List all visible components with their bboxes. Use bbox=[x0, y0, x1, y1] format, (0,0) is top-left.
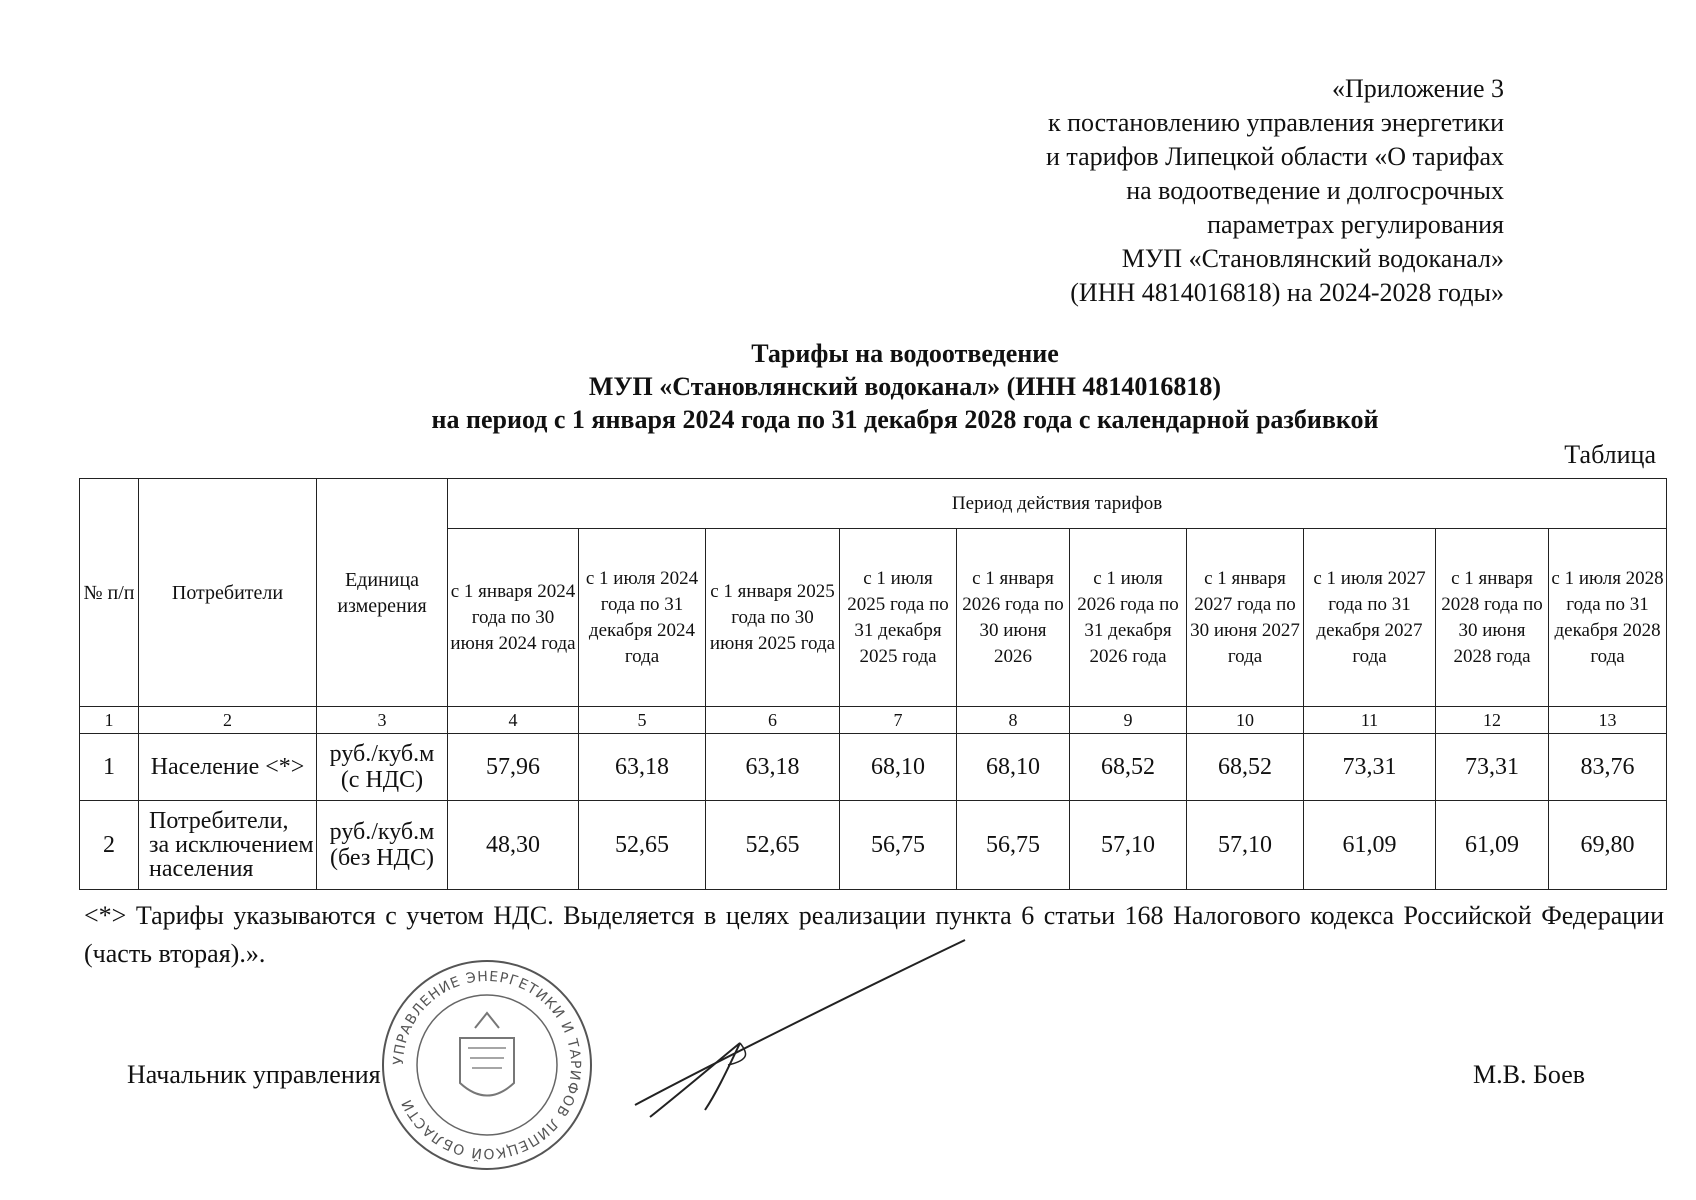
tariff-value: 61,09 bbox=[1436, 801, 1549, 890]
title-line-3: на период с 1 января 2024 года по 31 декабря 2028 года с календарной разбивкой bbox=[431, 405, 1379, 434]
header-period-item: с 1 января 2027 года по 30 июня 2027 года bbox=[1187, 529, 1304, 707]
row-num: 1 bbox=[80, 734, 139, 801]
header-unit: Единица измерения bbox=[317, 479, 448, 707]
appendix-line: «Приложение 3 bbox=[1331, 74, 1504, 103]
tariff-value: 61,09 bbox=[1304, 801, 1436, 890]
header-period-item: с 1 января 2025 года по 30 июня 2025 года bbox=[706, 529, 840, 707]
signature-icon bbox=[630, 935, 1070, 1135]
appendix-line: и тарифов Липецкой области «О тарифах bbox=[1045, 142, 1504, 171]
column-number: 12 bbox=[1436, 707, 1549, 734]
signatory-position: Начальник управления bbox=[127, 1060, 381, 1089]
tariff-value: 52,65 bbox=[706, 801, 840, 890]
tariff-value: 57,10 bbox=[1187, 801, 1304, 890]
seal-text: УПРАВЛЕНИЕ ЭНЕРГЕТИКИ И ТАРИФОВ ЛИПЕЦКОЙ ОБЛАСТИ bbox=[390, 968, 584, 1162]
tariff-value: 73,31 bbox=[1436, 734, 1549, 801]
header-period-item: с 1 июля 2027 года по 31 декабря 2027 года bbox=[1304, 529, 1436, 707]
tariff-value: 56,75 bbox=[840, 801, 957, 890]
tariff-table bbox=[79, 478, 1667, 890]
column-number: 2 bbox=[139, 707, 317, 734]
table-caption: Таблица bbox=[1564, 440, 1656, 469]
header-period-item: с 1 января 2026 года по 30 июня 2026 bbox=[957, 529, 1070, 707]
tariff-value: 68,10 bbox=[957, 734, 1070, 801]
appendix-line: к постановлению управления энергетики bbox=[1047, 108, 1504, 137]
tariff-value: 63,18 bbox=[579, 734, 706, 801]
document-title bbox=[0, 337, 1696, 436]
tariff-value: 57,96 bbox=[448, 734, 579, 801]
header-period-item: с 1 января 2028 года по 30 июня 2028 года bbox=[1436, 529, 1549, 707]
tariff-value: 68,52 bbox=[1187, 734, 1304, 801]
title-line-2: МУП «Становлянский водоканал» (ИНН 4814016818) bbox=[588, 372, 1222, 401]
column-number: 8 bbox=[957, 707, 1070, 734]
row-consumer: Потребители, за исключением населения bbox=[139, 801, 317, 890]
tariff-value: 68,10 bbox=[840, 734, 957, 801]
header-period-item: с 1 июля 2024 года по 31 декабря 2024 года bbox=[579, 529, 706, 707]
tariff-value: 52,65 bbox=[579, 801, 706, 890]
tariff-value: 73,31 bbox=[1304, 734, 1436, 801]
tariff-value: 83,76 bbox=[1549, 734, 1667, 801]
official-seal-icon bbox=[380, 958, 594, 1172]
column-number: 13 bbox=[1549, 707, 1667, 734]
appendix-header bbox=[1046, 72, 1504, 310]
footnote: <*> Тарифы указываются с учетом НДС. Выделяется в целях реализации пункта 6 статьи 168 Налогового кодекса Российской Федерации (часть вторая).». bbox=[84, 901, 1664, 968]
tariff-value: 57,10 bbox=[1070, 801, 1187, 890]
tariff-value: 56,75 bbox=[957, 801, 1070, 890]
row-num: 2 bbox=[80, 801, 139, 890]
tariff-value: 69,80 bbox=[1549, 801, 1667, 890]
column-number: 9 bbox=[1070, 707, 1187, 734]
row-unit: руб./куб.м (без НДС) bbox=[317, 801, 448, 890]
column-number: 6 bbox=[706, 707, 840, 734]
column-number: 11 bbox=[1304, 707, 1436, 734]
tariff-value: 63,18 bbox=[706, 734, 840, 801]
row-unit: руб./куб.м (с НДС) bbox=[317, 734, 448, 801]
header-consumers: Потребители bbox=[139, 479, 317, 707]
column-number: 3 bbox=[317, 707, 448, 734]
table-row bbox=[80, 801, 1667, 890]
tariff-value: 68,52 bbox=[1070, 734, 1187, 801]
svg-text:УПРАВЛЕНИЕ ЭНЕРГЕТИКИ И ТАРИФО bbox=[391, 969, 583, 1163]
tariff-value: 48,30 bbox=[448, 801, 579, 890]
appendix-line: параметрах регулирования bbox=[1207, 210, 1504, 239]
appendix-line: на водоотведение и долгосрочных bbox=[1126, 176, 1504, 205]
table-row bbox=[80, 734, 1667, 801]
header-period: Период действия тарифов bbox=[448, 479, 1667, 529]
title-line-1: Тарифы на водоотведение bbox=[751, 339, 1059, 368]
header-period-item: с 1 июля 2026 года по 31 декабря 2026 года bbox=[1070, 529, 1187, 707]
header-period-item: с 1 июля 2028 года по 31 декабря 2028 года bbox=[1549, 529, 1667, 707]
column-number: 7 bbox=[840, 707, 957, 734]
appendix-line: МУП «Становлянский водоканал» bbox=[1121, 244, 1504, 273]
column-number: 1 bbox=[80, 707, 139, 734]
header-period-item: с 1 июля 2025 года по 31 декабря 2025 года bbox=[840, 529, 957, 707]
header-num: № п/п bbox=[80, 479, 139, 707]
column-number-row bbox=[80, 707, 1667, 734]
header-period-item: с 1 января 2024 года по 30 июня 2024 года bbox=[448, 529, 579, 707]
column-number: 4 bbox=[448, 707, 579, 734]
column-number: 5 bbox=[579, 707, 706, 734]
column-number: 10 bbox=[1187, 707, 1304, 734]
signatory-name: М.В. Боев bbox=[1473, 1060, 1586, 1089]
row-consumer: Население <*> bbox=[139, 734, 317, 801]
appendix-line: (ИНН 4814016818) на 2024-2028 годы» bbox=[1070, 278, 1504, 307]
